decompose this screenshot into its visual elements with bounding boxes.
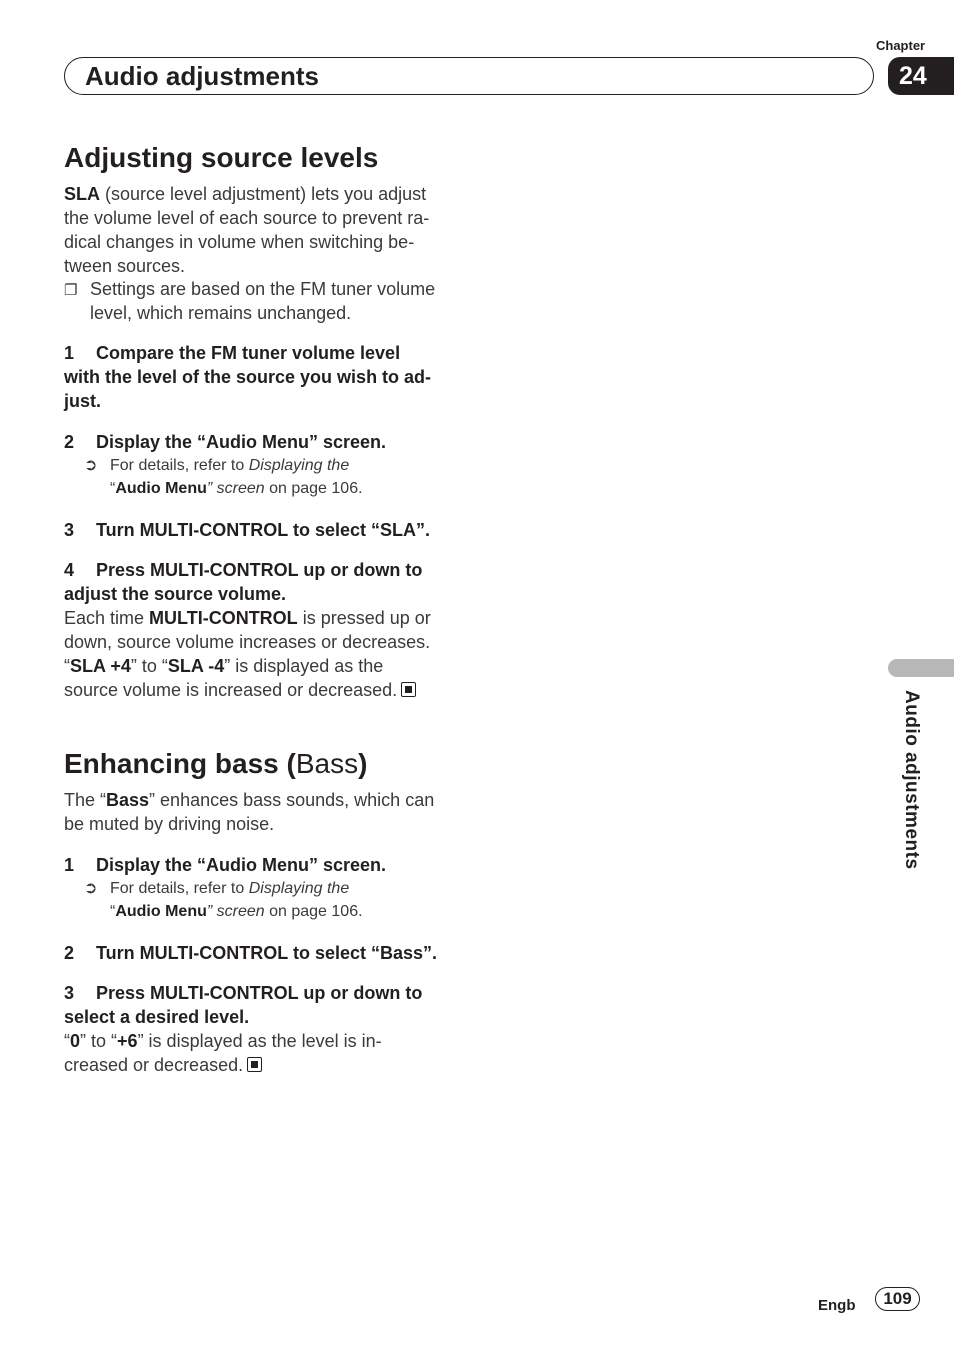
sla-term: SLA — [64, 184, 100, 204]
arrow-reference-icon: ➲ — [84, 457, 98, 474]
end-of-section-icon — [401, 682, 416, 697]
section1-step-1: 1 Compare the FM tuner volume level with the level of the source you wish to ad- just. — [64, 343, 432, 411]
chapter-label: Chapter — [876, 38, 926, 53]
section2-page-reference: ➲ For details, refer to Displaying the “Audio Menu” screen on page 106. — [84, 877, 456, 923]
language-code: Engb — [818, 1297, 856, 1314]
section-heading-enhancing-bass: Enhancing bass (Bass) — [64, 748, 368, 779]
section1-step-3: 3 Turn MULTI-CONTROL to select “SLA”. — [64, 520, 430, 540]
section1-step-2: 2 Display the “Audio Menu” screen. — [64, 432, 387, 452]
side-index-label: Audio adjustments — [901, 690, 922, 870]
section1-step-4: 4 Press MULTI-CONTROL up or down to adjust the source volume. — [64, 560, 423, 604]
section1-intro: SLA (source level adjustment) lets you adjust the volume level of each source to prevent ra- dical changes in volume when switching be- tween sources. — [64, 184, 430, 276]
side-index-tab — [888, 659, 954, 677]
checkbox-note-icon: ❐ — [64, 282, 78, 299]
section-header-title: Audio adjustments — [85, 61, 320, 91]
arrow-reference-icon: ➲ — [84, 880, 98, 897]
page-number: 109 — [875, 1287, 920, 1311]
section-heading-adjusting-source-levels: Adjusting source levels — [64, 142, 379, 173]
section-header-bar — [64, 57, 874, 95]
chapter-number-box — [888, 57, 954, 95]
section1-step-4-body: Each time MULTI-CONTROL is pressed up or down, source volume increases or decreases. “SLA +4” to “SLA -4” is displayed as the source volume is increased or decreased. — [64, 608, 431, 700]
end-of-section-icon — [247, 1057, 262, 1072]
section2-step-3: 3 Press MULTI-CONTROL up or down to select a desired level. — [64, 983, 423, 1027]
section1-page-reference: ➲ For details, refer to Displaying the “Audio Menu” screen on page 106. — [84, 454, 456, 500]
section2-step-2: 2 Turn MULTI-CONTROL to select “Bass”. — [64, 943, 438, 963]
chapter-number: 24 — [899, 62, 927, 90]
section1-note: ❐ Settings are based on the FM tuner volume level, which remains unchanged. — [64, 279, 436, 323]
section2-intro: The “Bass” enhances bass sounds, which can be muted by driving noise. — [64, 790, 435, 834]
section2-step-1: 1 Display the “Audio Menu” screen. — [64, 855, 387, 875]
section2-step-3-body: “0” to “+6” is displayed as the level is in- creased or decreased. — [64, 1031, 382, 1075]
